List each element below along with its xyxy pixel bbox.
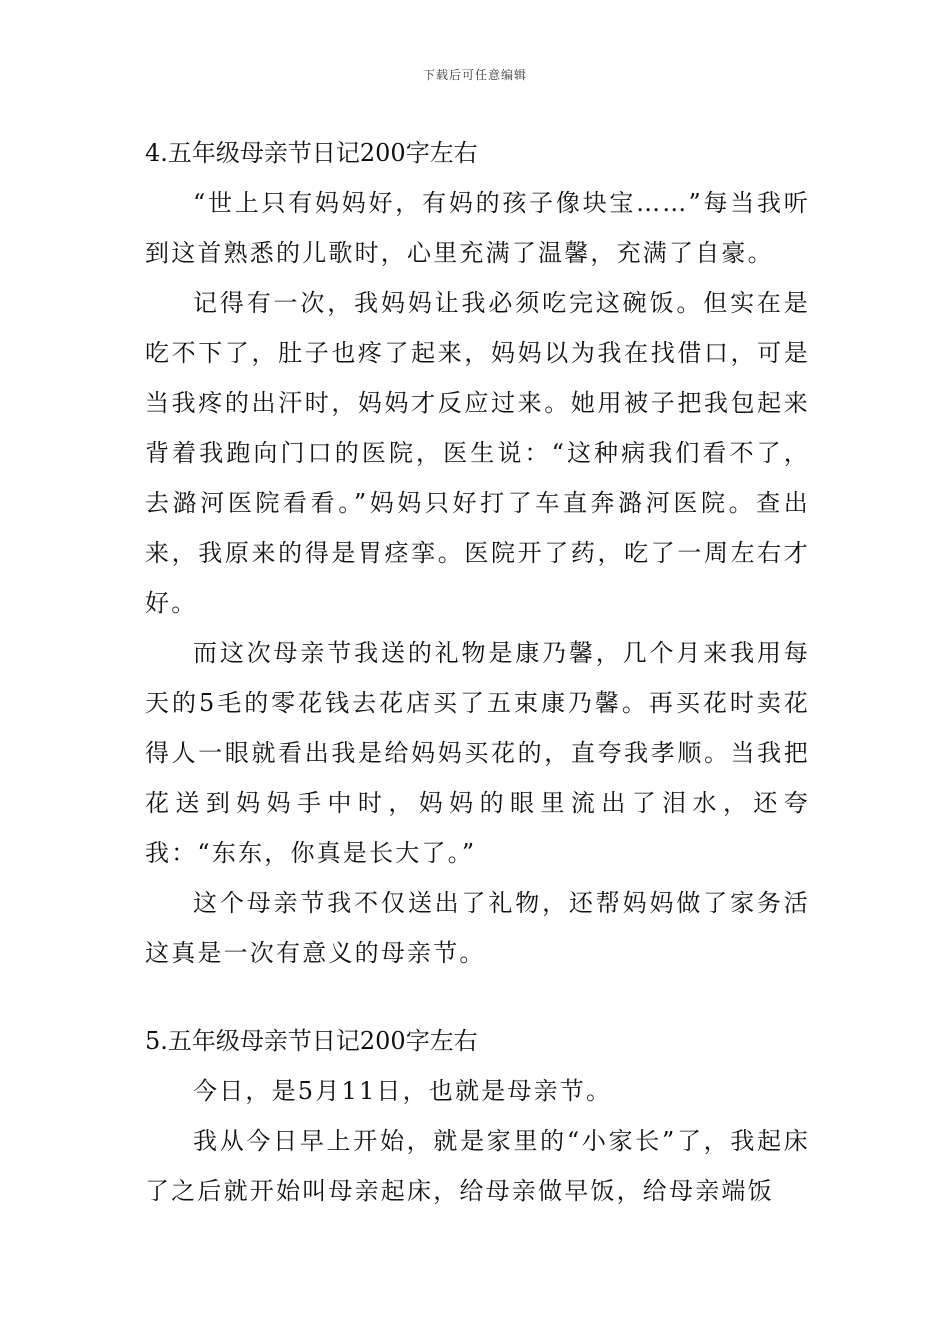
document-body (145, 128, 810, 1216)
diary-section-4 (145, 128, 810, 978)
section-title: 5.五年级母亲节日记200字左右 (145, 1027, 478, 1055)
paragraph: 而这次母亲节我送的礼物是康乃馨，几个月来我用每天的5毛的零花钱去花店买了五束康乃馨。再买花时卖花得人一眼就看出我是给妈妈买花的，直夸我孝顺。当我把花送到妈妈手中时，妈妈的眼里流出了泪水，还夸我：“东东，你真是长大了。” (145, 639, 810, 867)
paragraph: 记得有一次，我妈妈让我必须吃完这碗饭。但实在是吃不下了，肚子也疼了起来，妈妈以为我在找借口，可是当我疼的出汗时，妈妈才反应过来。她用被子把我包起来背着我跑向门口的医院，医生说：“这种病我们看不了，去潞河医院看看。”妈妈只好打了车直奔潞河医院。查出来，我原来的得是胃痉挛。医院开了药，吃了一周左右才好。 (145, 289, 810, 617)
diary-section-5 (145, 1016, 810, 1216)
paragraph: 我从今日早上开始，就是家里的“小家长”了，我起床了之后就开始叫母亲起床，给母亲做早饭，给母亲端饭 (145, 1127, 810, 1205)
page-header: 下载后可任意编辑 (422, 68, 527, 82)
section-spacer (145, 978, 810, 1016)
section-title: 4.五年级母亲节日记200字左右 (145, 139, 478, 167)
paragraph: “世上只有妈妈好，有妈的孩子像块宝……”每当我听到这首熟悉的儿歌时，心里充满了温馨，充满了自豪。 (145, 189, 810, 267)
paragraph: 今日，是5月11日，也就是母亲节。 (193, 1077, 613, 1105)
paragraph: 这个母亲节我不仅送出了礼物，还帮妈妈做了家务活这真是一次有意义的母亲节。 (145, 889, 810, 967)
